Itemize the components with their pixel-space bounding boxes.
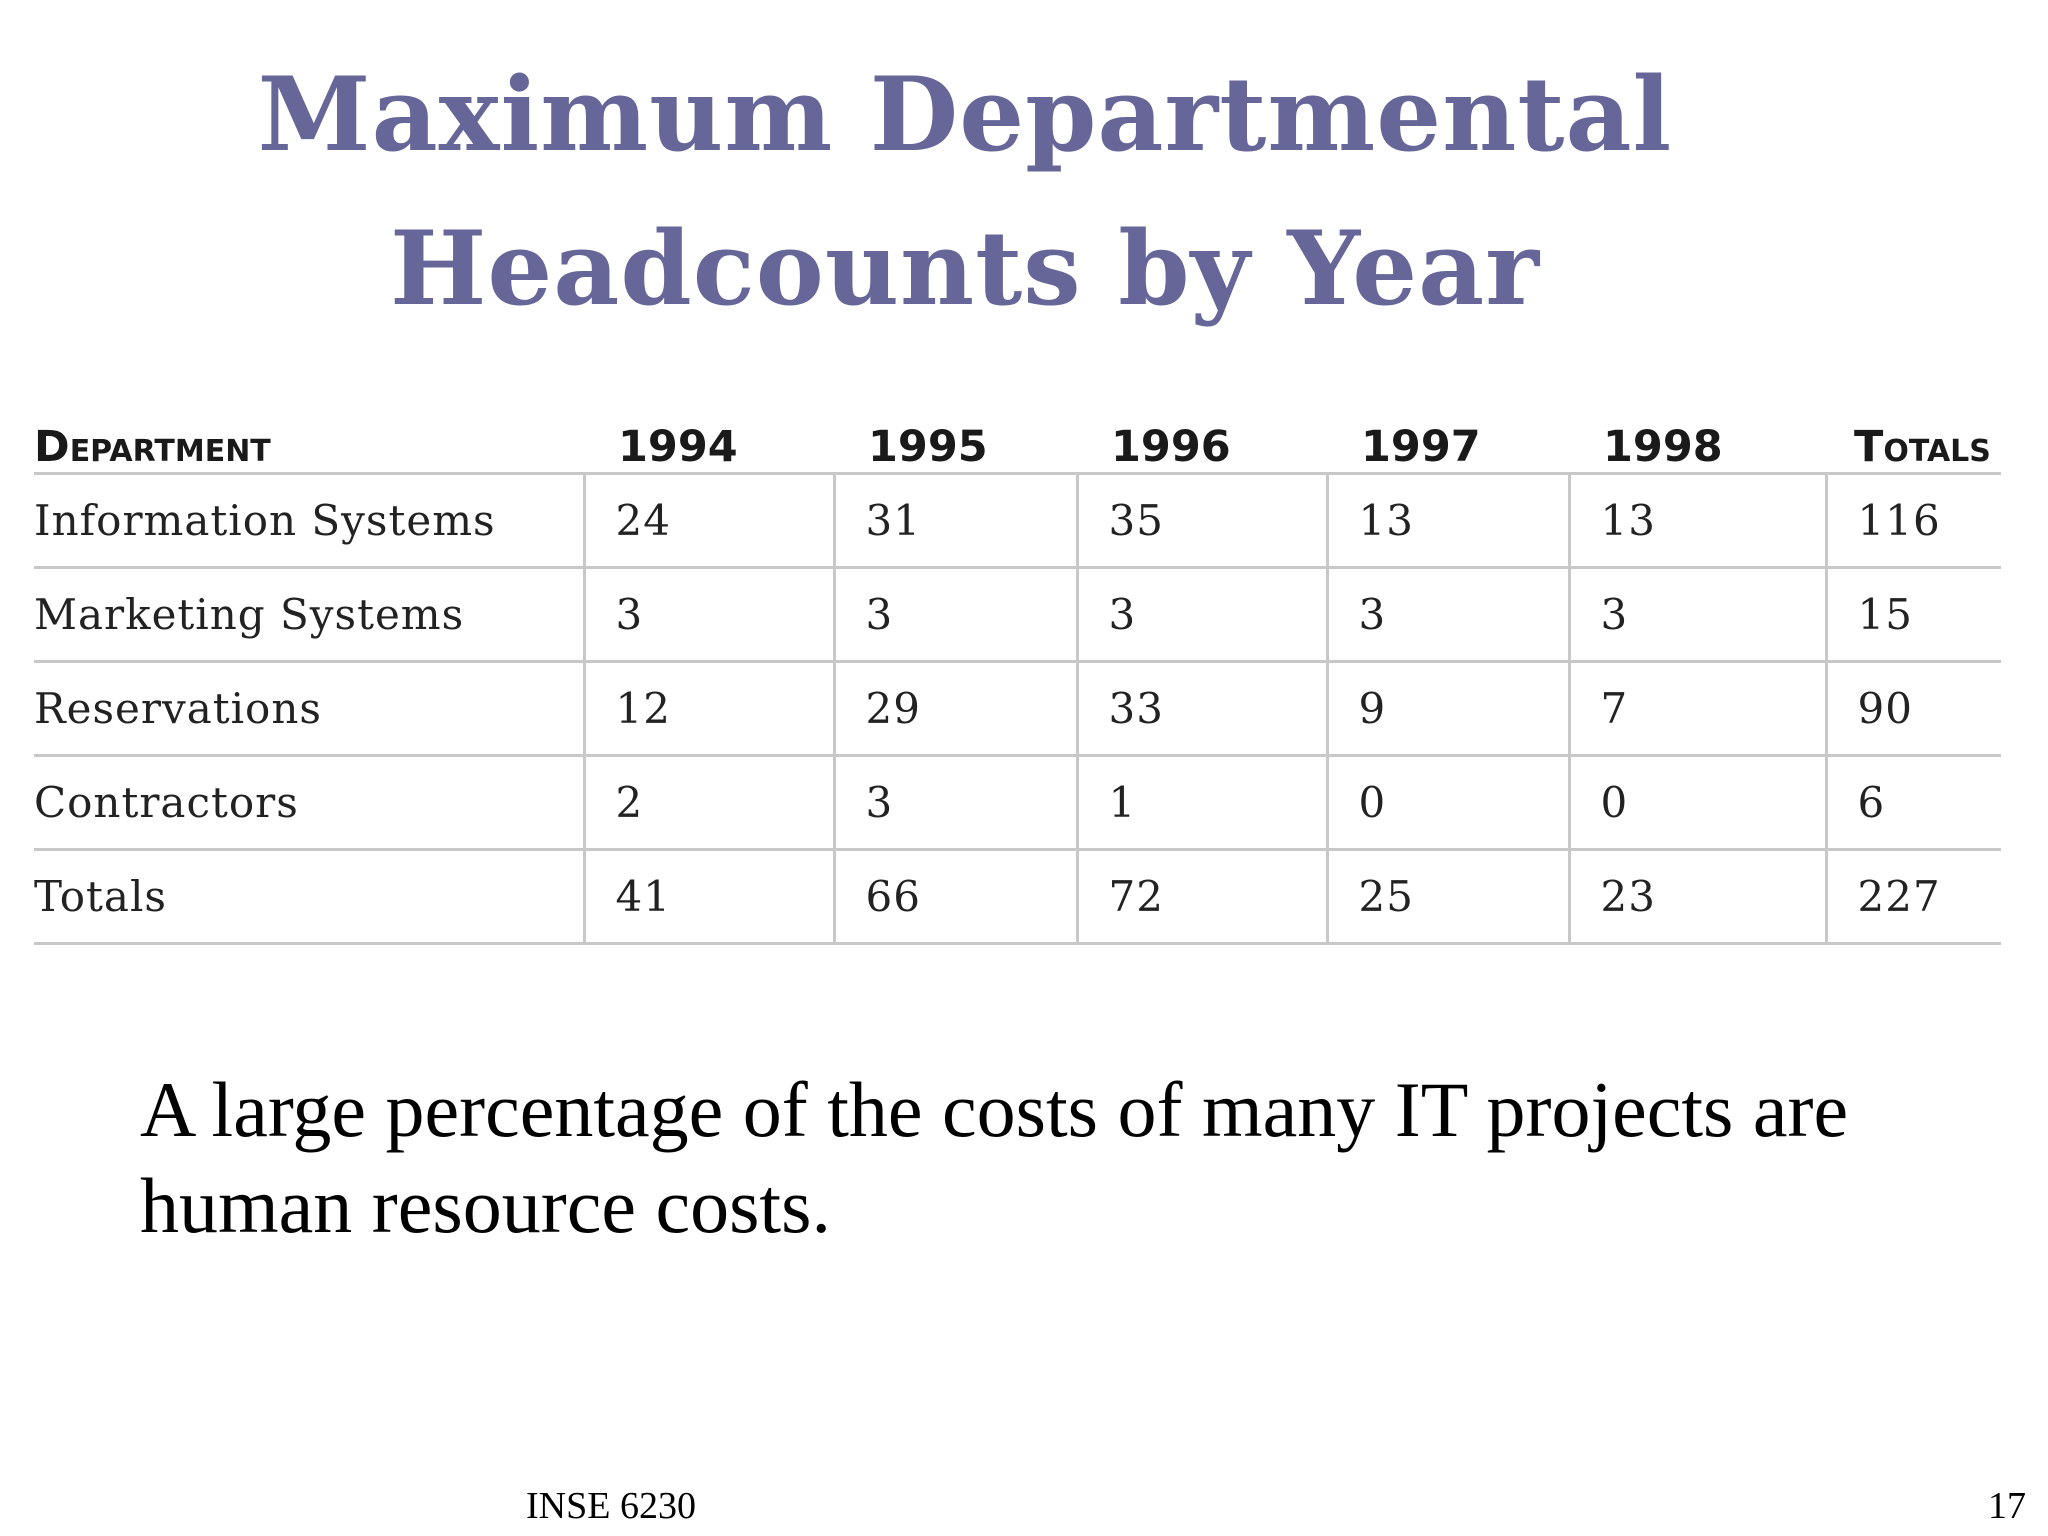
- column-header-1998: 1998: [1569, 412, 1826, 474]
- body-text: A large percentage of the costs of many IT projects are human resource costs.: [140, 1066, 1849, 1249]
- table-cell: 3: [1569, 568, 1826, 662]
- slide-title-line-1: Maximum Departmental: [257, 55, 1673, 175]
- headcount-table: [34, 412, 2001, 945]
- table-cell: 3: [584, 568, 834, 662]
- table-cell: 0: [1569, 756, 1826, 850]
- row-label: Marketing Systems: [34, 568, 584, 662]
- table-cell: 66: [834, 850, 1077, 944]
- row-label: Contractors: [34, 756, 584, 850]
- row-label: Totals: [34, 850, 584, 944]
- footer-course-code: INSE 6230: [526, 1485, 696, 1527]
- table-cell: 29: [834, 662, 1077, 756]
- table-cell: 0: [1327, 756, 1569, 850]
- row-total-cell: 116: [1826, 474, 2001, 568]
- table-cell: 13: [1569, 474, 1826, 568]
- page-number: 17: [1988, 1485, 2026, 1527]
- slide-title: [0, 38, 1930, 346]
- table-cell: 1: [1077, 756, 1327, 850]
- row-label: Reservations: [34, 662, 584, 756]
- table-cell: 41: [584, 850, 834, 944]
- table-header-row: [34, 412, 2001, 474]
- row-total-cell: 6: [1826, 756, 2001, 850]
- row-total-cell: 90: [1826, 662, 2001, 756]
- table-row: [34, 662, 2001, 756]
- table-cell: 3: [834, 568, 1077, 662]
- table-cell: 2: [584, 756, 834, 850]
- column-header-1996: 1996: [1077, 412, 1327, 474]
- table-cell: 7: [1569, 662, 1826, 756]
- table-cell: 25: [1327, 850, 1569, 944]
- column-header-totals: Totals: [1826, 412, 2001, 474]
- row-label: Information Systems: [34, 474, 584, 568]
- table-cell: 3: [1077, 568, 1327, 662]
- column-header-1997: 1997: [1327, 412, 1569, 474]
- column-header-1995: 1995: [834, 412, 1077, 474]
- table-row: [34, 568, 2001, 662]
- table-cell: 33: [1077, 662, 1327, 756]
- table-row: [34, 474, 2001, 568]
- table-cell: 3: [1327, 568, 1569, 662]
- grand-total-cell: 227: [1826, 850, 2001, 944]
- headcount-table-container: [34, 412, 2001, 945]
- table-cell: 35: [1077, 474, 1327, 568]
- table-cell: 13: [1327, 474, 1569, 568]
- table-cell: 9: [1327, 662, 1569, 756]
- column-header-department: Department: [34, 412, 584, 474]
- table-row: [34, 756, 2001, 850]
- table-cell: 24: [584, 474, 834, 568]
- table-cell: 31: [834, 474, 1077, 568]
- column-header-1994: 1994: [584, 412, 834, 474]
- slide-title-line-2: Headcounts by Year: [390, 209, 1540, 329]
- totals-row: [34, 850, 2001, 944]
- table-cell: 72: [1077, 850, 1327, 944]
- table-cell: 23: [1569, 850, 1826, 944]
- table-cell: 3: [834, 756, 1077, 850]
- table-cell: 12: [584, 662, 834, 756]
- row-total-cell: 15: [1826, 568, 2001, 662]
